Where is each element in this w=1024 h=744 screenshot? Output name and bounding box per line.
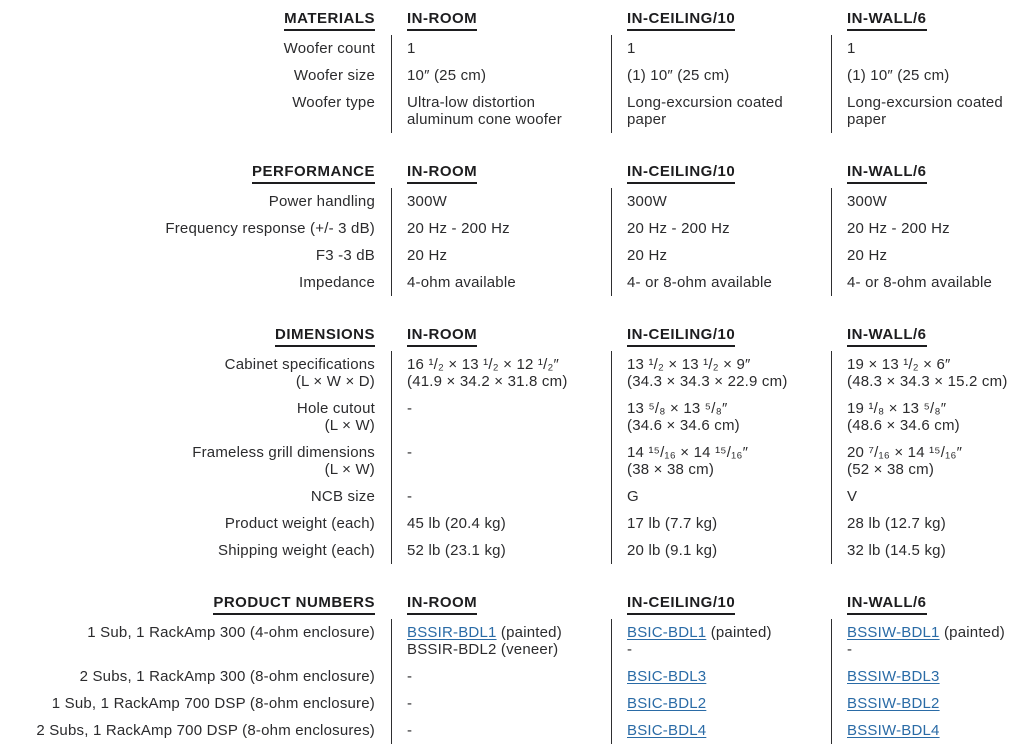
section-header-row	[0, 10, 1024, 35]
value-line: paper	[847, 111, 887, 128]
product-link-bsic-bdl1[interactable]: BSIC-BDL1	[627, 624, 707, 641]
value-cell-in-wall-6	[831, 351, 1024, 395]
value-line: -	[407, 722, 413, 739]
value-cell-in-ceiling-10	[611, 690, 831, 717]
value-line: 28 lb (12.7 kg)	[847, 515, 946, 532]
row-label-line: 1 Sub, 1 RackAmp 700 DSP (8-ohm enclosure)	[51, 695, 375, 712]
value-line: -	[407, 668, 413, 685]
value-cell-in-room	[391, 35, 611, 62]
spec-row	[0, 242, 1024, 269]
column-header-in-room: IN-ROOM	[407, 594, 477, 615]
value-line: (1) 10″ (25 cm)	[847, 67, 950, 84]
column-header-in-ceiling-10: IN-CEILING/10	[627, 594, 735, 615]
value-line: 4- or 8-ohm available	[627, 274, 773, 291]
value-cell-in-wall-6	[831, 215, 1024, 242]
column-header-cell	[391, 163, 611, 188]
column-header-cell	[391, 10, 611, 35]
value-line: 14 ¹⁵/₁₆ × 14 ¹⁵/₁₆″	[627, 444, 749, 461]
row-label-line: Power handling	[268, 193, 375, 210]
row-label-line: 2 Subs, 1 RackAmp 700 DSP (8-ohm enclosures)	[36, 722, 375, 739]
row-label	[0, 663, 391, 690]
row-label	[0, 537, 391, 564]
column-header-in-ceiling-10: IN-CEILING/10	[627, 326, 735, 347]
value-cell-in-wall-6	[831, 663, 1024, 690]
value-line: -	[407, 488, 413, 505]
value-cell-in-wall-6	[831, 395, 1024, 439]
value-line: 300W	[407, 193, 447, 210]
product-link-bssiw-bdl2[interactable]: BSSIW-BDL2	[847, 695, 940, 712]
value-line: aluminum cone woofer	[407, 111, 562, 128]
value-cell-in-ceiling-10	[611, 663, 831, 690]
value-cell-in-wall-6	[831, 188, 1024, 215]
value-line: Long-excursion coated	[627, 94, 783, 111]
value-line: 20 lb (9.1 kg)	[627, 542, 718, 559]
value-cell-in-room	[391, 269, 611, 296]
row-label-line: Impedance	[298, 274, 375, 291]
value-line: -	[407, 444, 413, 461]
section-title-cell	[0, 163, 391, 188]
row-label	[0, 89, 391, 133]
value-cell-in-room	[391, 351, 611, 395]
value-cell-in-room	[391, 483, 611, 510]
value-line: (41.9 × 34.2 × 31.8 cm)	[407, 373, 568, 390]
value-line: -	[627, 641, 633, 658]
value-line: 20 Hz	[627, 247, 668, 264]
spec-row	[0, 351, 1024, 395]
value-line: 16 ¹/₂ × 13 ¹/₂ × 12 ¹/₂″	[407, 356, 560, 373]
value-line: 20 Hz - 200 Hz	[627, 220, 730, 237]
value-line: 20 ⁷/₁₆ × 14 ¹⁵/₁₆″	[847, 444, 963, 461]
link-suffix: (painted)	[496, 624, 562, 641]
row-label	[0, 439, 391, 483]
product-link-bssiw-bdl4[interactable]: BSSIW-BDL4	[847, 722, 940, 739]
value-cell-in-room	[391, 690, 611, 717]
row-label	[0, 619, 391, 663]
value-line: 17 lb (7.7 kg)	[627, 515, 718, 532]
column-header-in-wall-6: IN-WALL/6	[847, 326, 927, 347]
spec-row	[0, 690, 1024, 717]
product-link-bsic-bdl2[interactable]: BSIC-BDL2	[627, 695, 707, 712]
value-cell-in-room	[391, 215, 611, 242]
section-performance	[0, 163, 1024, 296]
value-line: 32 lb (14.5 kg)	[847, 542, 946, 559]
link-suffix: (painted)	[939, 624, 1005, 641]
value-cell-in-wall-6	[831, 537, 1024, 564]
spec-row	[0, 215, 1024, 242]
column-header-in-wall-6: IN-WALL/6	[847, 10, 927, 31]
value-line	[627, 695, 823, 712]
value-cell-in-room	[391, 619, 611, 663]
value-cell-in-ceiling-10	[611, 215, 831, 242]
value-line: 1	[847, 40, 856, 57]
spec-row	[0, 89, 1024, 133]
value-line: Long-excursion coated	[847, 94, 1003, 111]
value-cell-in-ceiling-10	[611, 395, 831, 439]
section-title: PRODUCT NUMBERS	[213, 594, 375, 615]
value-line: 20 Hz - 200 Hz	[847, 220, 950, 237]
row-label-line: Product weight (each)	[224, 515, 375, 532]
product-link-bssiw-bdl1[interactable]: BSSIW-BDL1	[847, 624, 940, 641]
value-line	[847, 722, 1016, 739]
spec-row	[0, 663, 1024, 690]
spec-row	[0, 35, 1024, 62]
value-line: (48.3 × 34.3 × 15.2 cm)	[847, 373, 1008, 390]
row-label	[0, 690, 391, 717]
value-line	[847, 624, 1016, 641]
value-line: 300W	[847, 193, 887, 210]
row-label-line: Cabinet specifications	[224, 356, 375, 373]
value-cell-in-wall-6	[831, 242, 1024, 269]
row-label	[0, 351, 391, 395]
row-label-line: Woofer type	[292, 94, 375, 111]
value-line: 1	[407, 40, 416, 57]
value-cell-in-room	[391, 395, 611, 439]
row-label	[0, 35, 391, 62]
value-line: V	[847, 488, 858, 505]
value-line: (52 × 38 cm)	[847, 461, 935, 478]
column-header-in-wall-6: IN-WALL/6	[847, 594, 927, 615]
value-cell-in-wall-6	[831, 35, 1024, 62]
section-materials	[0, 10, 1024, 133]
value-line: 52 lb (23.1 kg)	[407, 542, 506, 559]
value-line: 20 Hz	[407, 247, 448, 264]
value-cell-in-room	[391, 663, 611, 690]
column-header-cell	[831, 10, 1024, 35]
column-header-cell	[611, 326, 831, 351]
value-line: 19 ¹/₈ × 13 ⁵/₈″	[847, 400, 947, 417]
column-header-cell	[831, 594, 1024, 619]
spec-row	[0, 483, 1024, 510]
value-cell-in-wall-6	[831, 717, 1024, 744]
column-header-in-room: IN-ROOM	[407, 326, 477, 347]
value-line: (48.6 × 34.6 cm)	[847, 417, 960, 434]
value-cell-in-room	[391, 188, 611, 215]
section-dimensions	[0, 326, 1024, 564]
value-cell-in-room	[391, 717, 611, 744]
value-line: 10″ (25 cm)	[407, 67, 487, 84]
value-line: (34.3 × 34.3 × 22.9 cm)	[627, 373, 788, 390]
value-line: G	[627, 488, 639, 505]
spec-row	[0, 269, 1024, 296]
column-header-cell	[391, 594, 611, 619]
row-label-line: (L × W × D)	[295, 373, 375, 390]
value-line: BSSIR-BDL2 (veneer)	[407, 641, 559, 658]
value-cell-in-wall-6	[831, 510, 1024, 537]
value-cell-in-ceiling-10	[611, 242, 831, 269]
column-header-in-room: IN-ROOM	[407, 10, 477, 31]
spec-row	[0, 510, 1024, 537]
product-link-bsic-bdl4[interactable]: BSIC-BDL4	[627, 722, 707, 739]
value-cell-in-ceiling-10	[611, 717, 831, 744]
value-cell-in-ceiling-10	[611, 619, 831, 663]
value-line	[627, 668, 823, 685]
row-label	[0, 62, 391, 89]
section-header-row	[0, 594, 1024, 619]
section-title-cell	[0, 10, 391, 35]
column-header-in-ceiling-10: IN-CEILING/10	[627, 10, 735, 31]
value-cell-in-room	[391, 510, 611, 537]
value-line: 20 Hz	[847, 247, 888, 264]
spec-row	[0, 717, 1024, 744]
column-header-cell	[611, 594, 831, 619]
value-line: 13 ¹/₂ × 13 ¹/₂ × 9″	[627, 356, 751, 373]
value-cell-in-room	[391, 62, 611, 89]
value-cell-in-wall-6	[831, 269, 1024, 296]
value-line	[847, 668, 1016, 685]
spec-row	[0, 188, 1024, 215]
row-label-line: Woofer size	[293, 67, 375, 84]
value-cell-in-wall-6	[831, 62, 1024, 89]
product-link-bssiw-bdl3[interactable]: BSSIW-BDL3	[847, 668, 940, 685]
value-line: 1	[627, 40, 636, 57]
section-title: PERFORMANCE	[252, 163, 375, 184]
value-cell-in-ceiling-10	[611, 188, 831, 215]
column-header-in-wall-6: IN-WALL/6	[847, 163, 927, 184]
value-cell-in-room	[391, 89, 611, 133]
row-label-line: Hole cutout	[296, 400, 375, 417]
value-cell-in-ceiling-10	[611, 351, 831, 395]
row-label-line: Frequency response (+/- 3 dB)	[165, 220, 375, 237]
value-cell-in-room	[391, 242, 611, 269]
value-line	[627, 624, 823, 641]
value-cell-in-wall-6	[831, 690, 1024, 717]
value-line	[627, 722, 823, 739]
value-cell-in-ceiling-10	[611, 89, 831, 133]
value-cell-in-ceiling-10	[611, 483, 831, 510]
spec-row	[0, 439, 1024, 483]
product-link-bsic-bdl3[interactable]: BSIC-BDL3	[627, 668, 707, 685]
row-label	[0, 215, 391, 242]
row-label-line: (L × W)	[324, 417, 375, 434]
value-line: 4-ohm available	[407, 274, 516, 291]
row-label-line: Frameless grill dimensions	[192, 444, 375, 461]
row-label-line: 2 Subs, 1 RackAmp 300 (8-ohm enclosure)	[79, 668, 375, 685]
value-line: (1) 10″ (25 cm)	[627, 67, 730, 84]
value-cell-in-ceiling-10	[611, 62, 831, 89]
column-header-cell	[831, 163, 1024, 188]
column-header-in-ceiling-10: IN-CEILING/10	[627, 163, 735, 184]
row-label-line: NCB size	[310, 488, 375, 505]
value-cell-in-wall-6	[831, 619, 1024, 663]
row-label-line: Woofer count	[283, 40, 375, 57]
column-header-cell	[611, 10, 831, 35]
spec-row	[0, 395, 1024, 439]
row-label	[0, 510, 391, 537]
section-title: MATERIALS	[284, 10, 375, 31]
row-label-line: 1 Sub, 1 RackAmp 300 (4-ohm enclosure)	[87, 624, 375, 641]
column-header-cell	[391, 326, 611, 351]
value-line	[847, 695, 1016, 712]
value-cell-in-ceiling-10	[611, 269, 831, 296]
value-line: 13 ⁵/₈ × 13 ⁵/₈″	[627, 400, 728, 417]
section-header-row	[0, 326, 1024, 351]
value-cell-in-ceiling-10	[611, 35, 831, 62]
value-line: 45 lb (20.4 kg)	[407, 515, 506, 532]
product-link-bssir-bdl1[interactable]: BSSIR-BDL1	[407, 624, 497, 641]
section-product-numbers	[0, 594, 1024, 744]
spec-row	[0, 537, 1024, 564]
value-line: (34.6 × 34.6 cm)	[627, 417, 740, 434]
column-header-cell	[831, 326, 1024, 351]
value-line: (38 × 38 cm)	[627, 461, 715, 478]
value-line: paper	[627, 111, 667, 128]
value-cell-in-wall-6	[831, 89, 1024, 133]
value-cell-in-ceiling-10	[611, 537, 831, 564]
value-line: Ultra-low distortion	[407, 94, 536, 111]
column-header-in-room: IN-ROOM	[407, 163, 477, 184]
row-label	[0, 483, 391, 510]
value-cell-in-ceiling-10	[611, 439, 831, 483]
row-label	[0, 717, 391, 744]
section-title-cell	[0, 594, 391, 619]
value-line: 300W	[627, 193, 667, 210]
column-header-cell	[611, 163, 831, 188]
value-cell-in-room	[391, 439, 611, 483]
section-title-cell	[0, 326, 391, 351]
value-line: 19 × 13 ¹/₂ × 6″	[847, 356, 951, 373]
value-cell-in-ceiling-10	[611, 510, 831, 537]
row-label-line: Shipping weight (each)	[218, 542, 375, 559]
value-line: -	[407, 695, 413, 712]
value-line: 20 Hz - 200 Hz	[407, 220, 510, 237]
spec-row	[0, 62, 1024, 89]
value-line	[407, 624, 603, 641]
section-header-row	[0, 163, 1024, 188]
value-cell-in-wall-6	[831, 439, 1024, 483]
value-cell-in-wall-6	[831, 483, 1024, 510]
row-label	[0, 269, 391, 296]
value-line: -	[407, 400, 413, 417]
row-label	[0, 395, 391, 439]
value-line: -	[847, 641, 853, 658]
row-label-line: (L × W)	[324, 461, 375, 478]
row-label-line: F3 -3 dB	[315, 247, 375, 264]
row-label	[0, 242, 391, 269]
value-line: 4- or 8-ohm available	[847, 274, 993, 291]
section-title: DIMENSIONS	[275, 326, 375, 347]
spec-row	[0, 619, 1024, 663]
value-cell-in-room	[391, 537, 611, 564]
link-suffix: (painted)	[706, 624, 772, 641]
row-label	[0, 188, 391, 215]
